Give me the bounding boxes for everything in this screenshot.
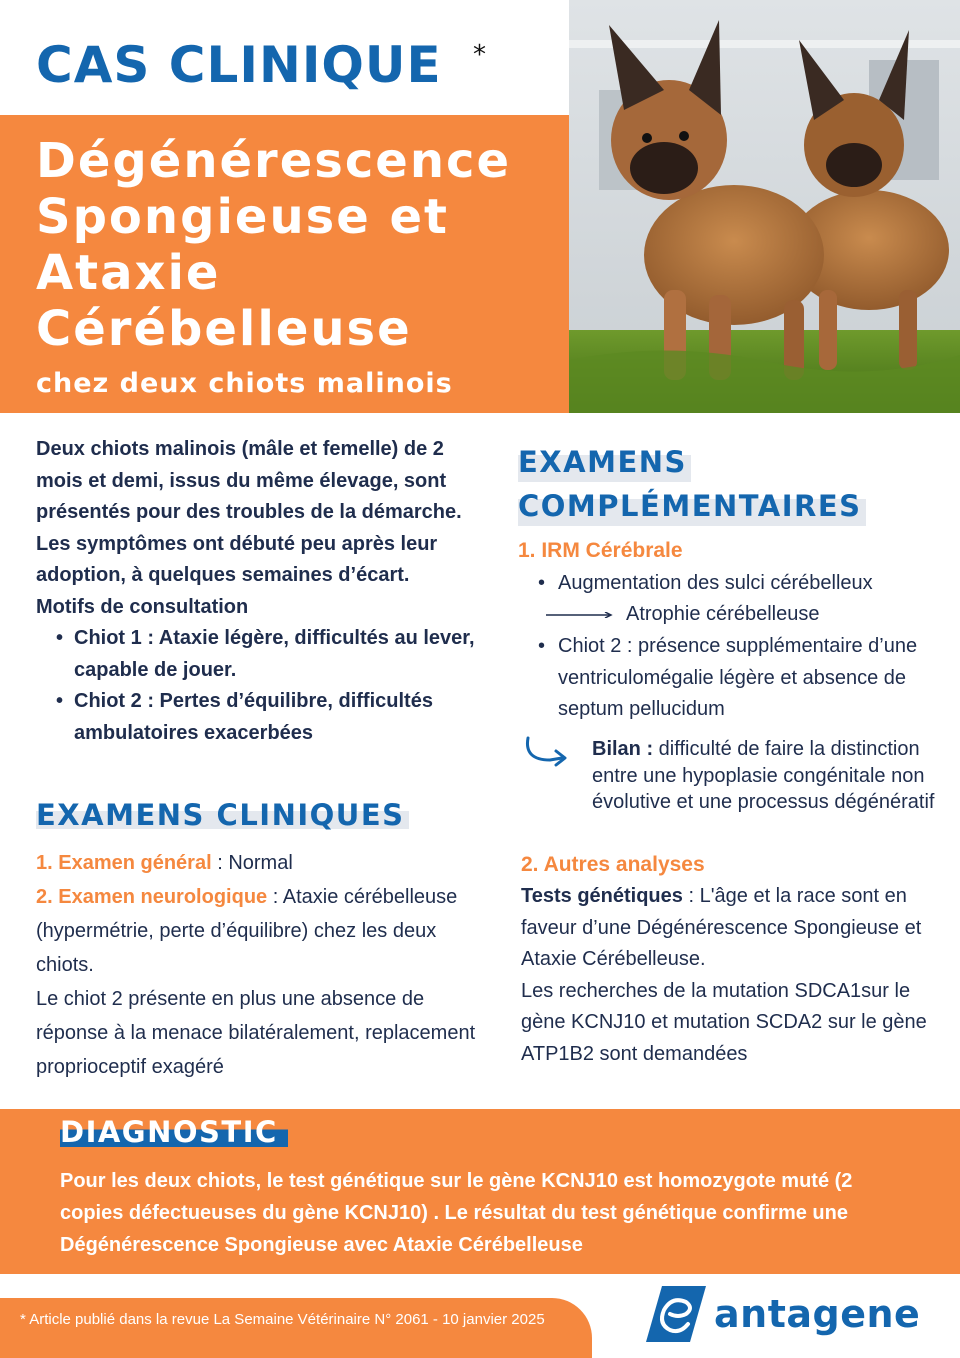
kicker-title: CAS CLINIQUE bbox=[36, 36, 442, 94]
list-item: • Chiot 2 : présence supplémentaire d’une ventriculomégalie légère et absence de septum pellucidum bbox=[538, 631, 948, 726]
examens-cliniques-body bbox=[36, 846, 486, 1084]
autres-analyses-title: 2. Autres analyses bbox=[521, 853, 705, 876]
examen-neuro-label: 2. Examen neurologique bbox=[36, 886, 268, 908]
footer-note: * Article publié dans la revue La Semaine Vétérinaire N° 2061 - 10 janvier 2025 bbox=[20, 1311, 545, 1328]
antagene-logo bbox=[644, 1284, 920, 1344]
diagnostic-text: Pour les deux chiots, le test génétique sur le gène KCNJ10 est homozygote muté (2 copies défectueuses du gène KCNJ10) . Le résultat du test génétique confirme une Dégénérescence Spongieuse avec Ataxie Cérébelleuse bbox=[60, 1170, 853, 1256]
recherches-text: Les recherches de la mutation SDCA1sur le gène KCNJ10 et mutation SCDA2 sur le gène ATP1B2 sont demandées bbox=[521, 979, 927, 1065]
bilan-text: Bilan : difficulté de faire la distinction entre une hypoplasie congénitale non évolutive et une processus dégénératif bbox=[592, 738, 935, 813]
examen-general-label: 1. Examen général bbox=[36, 852, 212, 874]
list-item: • Chiot 2 : Pertes d’équilibre, difficultés ambulatoires exacerbées bbox=[56, 686, 486, 749]
list-item: • Augmentation des sulci cérébelleux bbox=[538, 568, 948, 600]
motifs-label: Motifs de consultation bbox=[36, 595, 249, 618]
examens-cliniques-heading: EXAMENS CLINIQUES bbox=[36, 801, 409, 830]
page-title: Dégénérescence Spongieuse et Ataxie Cérébelleuse bbox=[36, 133, 512, 357]
intro-paragraph: Deux chiots malinois (mâle et femelle) de 2 mois et demi, issus du même élevage, sont présentés pour des troubles de la démarche. Les symptômes ont débuté peu après leur adoption, à quelques semaines d’écart. bbox=[36, 438, 462, 586]
right-arrow-icon bbox=[546, 612, 616, 618]
intro-section bbox=[36, 434, 486, 749]
page-subtitle: chez deux chiots malinois bbox=[36, 368, 453, 399]
list-item: • Chiot 1 : Ataxie légère, difficultés au lever, capable de jouer. bbox=[56, 623, 486, 686]
examen-neuro-value: : Ataxie cérébelleuse (hypermétrie, perte d’équilibre) chez les deux chiots. bbox=[36, 886, 458, 976]
logo-text: antagene bbox=[714, 1292, 921, 1336]
curved-arrow-icon bbox=[522, 734, 572, 770]
irm-title: 1. IRM Cérébrale bbox=[518, 539, 683, 562]
footer-band bbox=[0, 1298, 592, 1358]
autres-analyses-body: Tests génétiques : L'âge et la race sont en faveur d’une Dégénérescence Spongieuse et Ataxie Cérébelleuse. Les recherches de la mutation SDCA1sur le gène KCNJ10 et mutation SCDA2 sur le gène ATP1B2 sont demandées bbox=[521, 881, 931, 1070]
irm-result: Atrophie cérébelleuse bbox=[626, 603, 820, 625]
footnote-star: * bbox=[473, 40, 486, 70]
examen-extra: Le chiot 2 présente en plus une absence de réponse à la menace bilatéralement, replacement proprioceptif exagéré bbox=[36, 988, 476, 1078]
examen-general-value: : Normal bbox=[211, 852, 293, 874]
diagnostic-heading: DIAGNOSTIC bbox=[60, 1118, 288, 1147]
motifs-list bbox=[56, 623, 486, 749]
antagene-logo-icon bbox=[644, 1284, 708, 1344]
irm-list bbox=[538, 568, 948, 726]
tests-label: Tests génétiques bbox=[521, 885, 683, 907]
malinois-puppies-photo bbox=[569, 0, 960, 413]
examens-complementaires-heading: EXAMENS COMPLÉMENTAIRES bbox=[518, 440, 866, 528]
